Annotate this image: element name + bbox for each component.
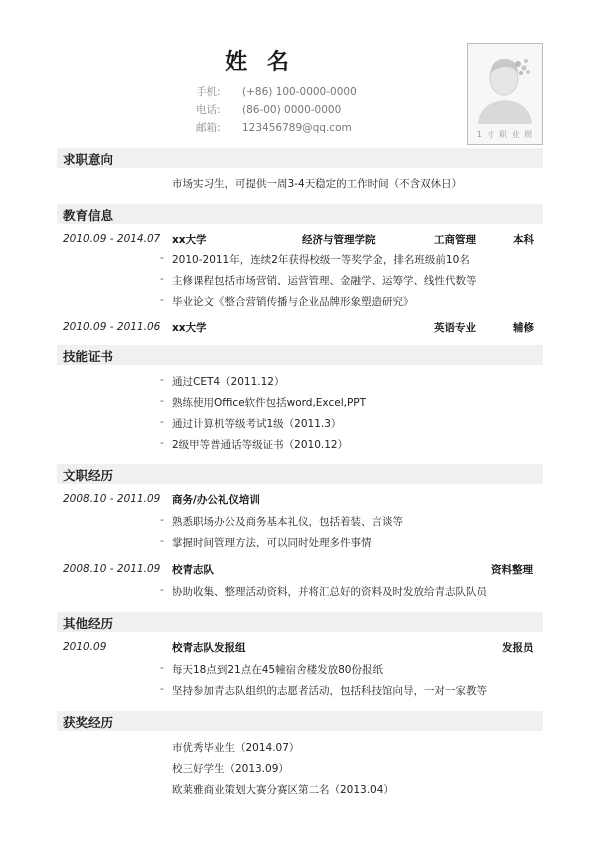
section-skills [57,345,543,365]
act1-bullet: - 掌握时间管理方法，可以同时处理多件事情 [160,535,372,550]
email-value: 123456789@qq.com [242,122,352,134]
name-heading: 姓 名 [225,50,295,75]
edu2-degree: 辅修 [513,322,534,334]
profile-photo [467,43,543,145]
act2-date: 2008.10 - 2011.09 [63,563,161,575]
photo-caption: 1 寸 职 业 照 [476,130,534,139]
edu1-bullet: - 主修课程包括市场营销、运营管理、金融学、运筹学、线性代数等 [160,273,477,288]
section-title: 求职意向 [63,152,114,167]
section-title: 技能证书 [63,349,114,364]
edu1-degree: 本科 [513,234,534,246]
tel-label: 电话: [196,104,221,116]
section-title: 获奖经历 [63,715,114,730]
email-line [196,120,352,135]
phone-line [196,84,357,99]
other1-role: 发报员 [502,642,534,654]
other1-bullet: - 每天18点到21点在45幢宿舍楼发放80份报纸 [160,662,383,677]
section-education [57,204,543,224]
section-other [57,612,543,632]
objective-text: 市场实习生，可提供一周3-4天稳定的工作时间（不含双休日） [172,178,463,190]
phone-value: (+86) 100-0000-0000 [242,86,357,98]
edu2-school: xx大学 [172,322,207,334]
other1-bullet: - 坚持参加青志队组织的志愿者活动，包括科技馆向导，一对一家教等 [160,683,487,698]
act1-org: 商务/办公礼仪培训 [172,494,260,506]
skill-item: - 通过计算机等级考试1级（2011.3） [160,416,341,431]
other1-date: 2010.09 [63,641,107,653]
act2-bullet: - 协助收集、整理活动资料，并将汇总好的资料及时发放给青志队队员 [160,584,487,599]
edu2-major: 英语专业 [434,322,476,334]
section-title: 教育信息 [63,208,114,223]
act1-bullet: - 熟悉职场办公及商务基本礼仪，包括着装、言谈等 [160,514,403,529]
tel-value: (86-00) 0000-0000 [242,104,342,116]
skill-item: - 2级甲等普通话等级证书（2010.12） [160,437,348,452]
act1-date: 2008.10 - 2011.09 [63,493,161,505]
section-title: 其他经历 [63,616,114,631]
person-placeholder-icon [468,44,542,132]
skill-item: - 通过CET4（2011.12） [160,374,284,389]
edu1-bullet: - 2010-2011年，连续2年获得校级一等奖学金，排名班级前10名 [160,252,470,267]
award-item: 市优秀毕业生（2014.07） [172,742,300,754]
edu1-college: 经济与管理学院 [302,234,376,246]
act2-role: 资料整理 [491,564,533,576]
other1-org: 校青志队发报组 [172,642,246,654]
email-label: 邮箱: [196,122,221,134]
award-item: 校三好学生（2013.09） [172,763,289,775]
award-item: 欧莱雅商业策划大赛分赛区第二名（2013.04） [172,784,394,796]
skill-item: - 熟练使用Office软件包括word,Excel,PPT [160,395,366,410]
edu1-date: 2010.09 - 2014.07 [63,233,161,245]
section-title: 文职经历 [63,468,114,483]
edu1-major: 工商管理 [434,234,476,246]
phone-label: 手机: [196,86,221,98]
section-objective [57,148,543,168]
edu2-date: 2010.09 - 2011.06 [63,321,161,333]
tel-line [196,102,341,117]
edu1-bullet: - 毕业论文《整合营销传播与企业品牌形象塑造研究》 [160,294,414,309]
section-activities [57,464,543,484]
edu1-school: xx大学 [172,234,207,246]
act2-org: 校青志队 [172,564,214,576]
section-awards [57,711,543,731]
